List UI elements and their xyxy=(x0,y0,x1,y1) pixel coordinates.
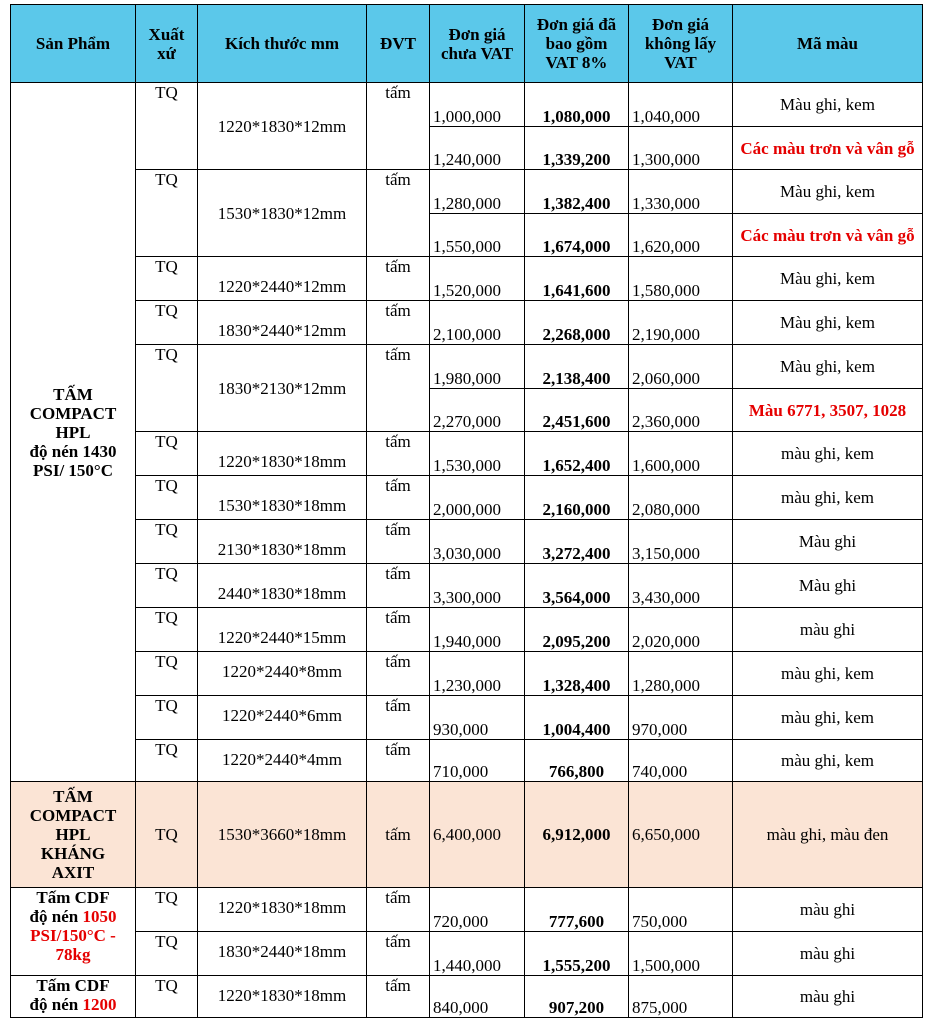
price-inc-cell: 2,160,000 xyxy=(525,476,629,520)
price-no-cell: 750,000 xyxy=(629,888,733,932)
size-cell: 1220*2440*4mm xyxy=(198,740,367,782)
color-cell: màu ghi xyxy=(733,608,923,652)
origin-cell: TQ xyxy=(136,888,198,932)
origin-cell: TQ xyxy=(136,696,198,740)
price-ex-cell: 6,400,000 xyxy=(430,782,525,888)
price-no-cell: 2,020,000 xyxy=(629,608,733,652)
color-cell: Màu ghi xyxy=(733,564,923,608)
price-ex-cell: 720,000 xyxy=(430,888,525,932)
origin-cell: TQ xyxy=(136,476,198,520)
color-cell: màu ghi, màu đen xyxy=(733,782,923,888)
size-cell: 1530*1830*18mm xyxy=(198,476,367,520)
price-ex-cell: 710,000 xyxy=(430,740,525,782)
price-no-cell: 1,300,000 xyxy=(629,127,733,170)
price-no-cell: 3,150,000 xyxy=(629,520,733,564)
price-no-cell: 2,080,000 xyxy=(629,476,733,520)
color-cell: Màu ghi, kem xyxy=(733,83,923,127)
origin-cell: TQ xyxy=(136,257,198,301)
product-compact-acid: TẤM COMPACT HPL KHÁNG AXIT xyxy=(11,782,136,888)
origin-cell: TQ xyxy=(136,83,198,170)
price-ex-cell: 1,520,000 xyxy=(430,257,525,301)
table-row xyxy=(11,520,923,564)
origin-cell: TQ xyxy=(136,170,198,257)
size-cell: 1220*1830*18mm xyxy=(198,976,367,1018)
price-inc-cell: 6,912,000 xyxy=(525,782,629,888)
price-inc-cell: 777,600 xyxy=(525,888,629,932)
unit-cell: tấm xyxy=(367,301,430,345)
price-no-cell: 970,000 xyxy=(629,696,733,740)
table-row xyxy=(11,432,923,476)
price-no-cell: 1,500,000 xyxy=(629,932,733,976)
color-cell: Màu 6771, 3507, 1028 xyxy=(733,389,923,432)
price-inc-cell: 2,451,600 xyxy=(525,389,629,432)
price-ex-cell: 840,000 xyxy=(430,976,525,1018)
size-cell: 1220*2440*8mm xyxy=(198,652,367,696)
size-cell: 1220*1830*18mm xyxy=(198,888,367,932)
header-unit: ĐVT xyxy=(367,5,430,83)
product-cdf-1200: Tấm CDF độ nén 1200 xyxy=(11,976,136,1018)
size-cell: 1220*1830*18mm xyxy=(198,432,367,476)
price-no-cell: 1,620,000 xyxy=(629,214,733,257)
unit-cell: tấm xyxy=(367,888,430,932)
unit-cell: tấm xyxy=(367,170,430,257)
product-compact-1430: TẤM COMPACT HPL độ nén 1430 PSI/ 150°C xyxy=(11,83,136,782)
unit-cell: tấm xyxy=(367,740,430,782)
price-no-cell: 1,580,000 xyxy=(629,257,733,301)
price-ex-cell: 1,940,000 xyxy=(430,608,525,652)
price-inc-cell: 1,080,000 xyxy=(525,83,629,127)
color-cell: màu ghi, kem xyxy=(733,432,923,476)
size-cell: 1220*2440*6mm xyxy=(198,696,367,740)
price-ex-cell: 1,280,000 xyxy=(430,170,525,214)
price-inc-cell: 2,268,000 xyxy=(525,301,629,345)
table-row xyxy=(11,932,923,976)
unit-cell: tấm xyxy=(367,652,430,696)
table-row xyxy=(11,696,923,740)
size-cell: 1220*2440*15mm xyxy=(198,608,367,652)
color-cell: Màu ghi, kem xyxy=(733,345,923,389)
origin-cell: TQ xyxy=(136,520,198,564)
color-cell: Màu ghi xyxy=(733,520,923,564)
price-no-cell: 740,000 xyxy=(629,740,733,782)
price-ex-cell: 3,030,000 xyxy=(430,520,525,564)
price-ex-cell: 1,000,000 xyxy=(430,83,525,127)
header-price-ex-vat: Đơn giá chưa VAT xyxy=(430,5,525,83)
price-no-cell: 1,040,000 xyxy=(629,83,733,127)
origin-cell: TQ xyxy=(136,608,198,652)
table-row xyxy=(11,301,923,345)
price-inc-cell: 3,564,000 xyxy=(525,564,629,608)
color-cell: màu ghi xyxy=(733,888,923,932)
color-cell: Màu ghi, kem xyxy=(733,170,923,214)
color-cell: màu ghi, kem xyxy=(733,696,923,740)
color-cell: màu ghi, kem xyxy=(733,652,923,696)
color-cell: Màu ghi, kem xyxy=(733,301,923,345)
header-price-no-vat: Đơn giá không lấy VAT xyxy=(629,5,733,83)
price-inc-cell: 1,674,000 xyxy=(525,214,629,257)
price-no-cell: 875,000 xyxy=(629,976,733,1018)
origin-cell: TQ xyxy=(136,652,198,696)
table-row xyxy=(11,608,923,652)
price-table xyxy=(10,4,923,1018)
price-inc-cell: 3,272,400 xyxy=(525,520,629,564)
unit-cell: tấm xyxy=(367,782,430,888)
unit-cell: tấm xyxy=(367,345,430,432)
price-no-cell: 1,330,000 xyxy=(629,170,733,214)
header-row xyxy=(11,5,923,83)
table-row xyxy=(11,83,923,127)
price-ex-cell: 1,440,000 xyxy=(430,932,525,976)
price-no-cell: 1,280,000 xyxy=(629,652,733,696)
price-no-cell: 2,060,000 xyxy=(629,345,733,389)
price-inc-cell: 2,138,400 xyxy=(525,345,629,389)
table-row xyxy=(11,652,923,696)
price-ex-cell: 1,550,000 xyxy=(430,214,525,257)
header-origin: Xuất xứ xyxy=(136,5,198,83)
price-ex-cell: 1,980,000 xyxy=(430,345,525,389)
unit-cell: tấm xyxy=(367,932,430,976)
header-product: Sản Phẩm xyxy=(11,5,136,83)
unit-cell: tấm xyxy=(367,608,430,652)
origin-cell: TQ xyxy=(136,740,198,782)
origin-cell: TQ xyxy=(136,301,198,345)
price-ex-cell: 1,240,000 xyxy=(430,127,525,170)
header-size: Kích thước mm xyxy=(198,5,367,83)
table-row xyxy=(11,257,923,301)
price-no-cell: 1,600,000 xyxy=(629,432,733,476)
origin-cell: TQ xyxy=(136,976,198,1018)
origin-cell: TQ xyxy=(136,564,198,608)
size-cell: 1830*2440*18mm xyxy=(198,932,367,976)
color-cell: Các màu trơn và vân gỗ xyxy=(733,214,923,257)
price-inc-cell: 1,641,600 xyxy=(525,257,629,301)
price-ex-cell: 2,100,000 xyxy=(430,301,525,345)
size-cell: 1220*1830*12mm xyxy=(198,83,367,170)
price-ex-cell: 1,230,000 xyxy=(430,652,525,696)
table-row xyxy=(11,170,923,214)
table-row xyxy=(11,564,923,608)
table-row xyxy=(11,976,923,1018)
unit-cell: tấm xyxy=(367,476,430,520)
price-inc-cell: 766,800 xyxy=(525,740,629,782)
size-cell: 2130*1830*18mm xyxy=(198,520,367,564)
table-row xyxy=(11,782,923,888)
unit-cell: tấm xyxy=(367,976,430,1018)
price-ex-cell: 1,530,000 xyxy=(430,432,525,476)
price-ex-cell: 2,000,000 xyxy=(430,476,525,520)
size-cell: 2440*1830*18mm xyxy=(198,564,367,608)
unit-cell: tấm xyxy=(367,432,430,476)
price-no-cell: 6,650,000 xyxy=(629,782,733,888)
product-cdf-1050: Tấm CDF độ nén 1050 PSI/150°C - 78kg xyxy=(11,888,136,976)
header-color-code: Mã màu xyxy=(733,5,923,83)
price-inc-cell: 1,004,400 xyxy=(525,696,629,740)
size-cell: 1220*2440*12mm xyxy=(198,257,367,301)
color-cell: Các màu trơn và vân gỗ xyxy=(733,127,923,170)
size-cell: 1530*3660*18mm xyxy=(198,782,367,888)
price-inc-cell: 1,555,200 xyxy=(525,932,629,976)
table-row xyxy=(11,888,923,932)
price-inc-cell: 1,382,400 xyxy=(525,170,629,214)
price-ex-cell: 2,270,000 xyxy=(430,389,525,432)
header-price-inc-vat: Đơn giá đã bao gồm VAT 8% xyxy=(525,5,629,83)
color-cell: màu ghi xyxy=(733,932,923,976)
origin-cell: TQ xyxy=(136,432,198,476)
color-cell: màu ghi xyxy=(733,976,923,1018)
price-no-cell: 2,360,000 xyxy=(629,389,733,432)
size-cell: 1530*1830*12mm xyxy=(198,170,367,257)
origin-cell: TQ xyxy=(136,782,198,888)
table-row xyxy=(11,476,923,520)
price-inc-cell: 1,328,400 xyxy=(525,652,629,696)
price-inc-cell: 1,339,200 xyxy=(525,127,629,170)
origin-cell: TQ xyxy=(136,345,198,432)
color-cell: màu ghi, kem xyxy=(733,740,923,782)
price-no-cell: 3,430,000 xyxy=(629,564,733,608)
origin-cell: TQ xyxy=(136,932,198,976)
unit-cell: tấm xyxy=(367,257,430,301)
unit-cell: tấm xyxy=(367,696,430,740)
size-cell: 1830*2440*12mm xyxy=(198,301,367,345)
table-row xyxy=(11,740,923,782)
color-cell: Màu ghi, kem xyxy=(733,257,923,301)
price-inc-cell: 1,652,400 xyxy=(525,432,629,476)
price-ex-cell: 930,000 xyxy=(430,696,525,740)
size-cell: 1830*2130*12mm xyxy=(198,345,367,432)
table-row xyxy=(11,345,923,389)
color-cell: màu ghi, kem xyxy=(733,476,923,520)
unit-cell: tấm xyxy=(367,520,430,564)
price-inc-cell: 907,200 xyxy=(525,976,629,1018)
unit-cell: tấm xyxy=(367,83,430,170)
price-no-cell: 2,190,000 xyxy=(629,301,733,345)
unit-cell: tấm xyxy=(367,564,430,608)
price-ex-cell: 3,300,000 xyxy=(430,564,525,608)
price-inc-cell: 2,095,200 xyxy=(525,608,629,652)
